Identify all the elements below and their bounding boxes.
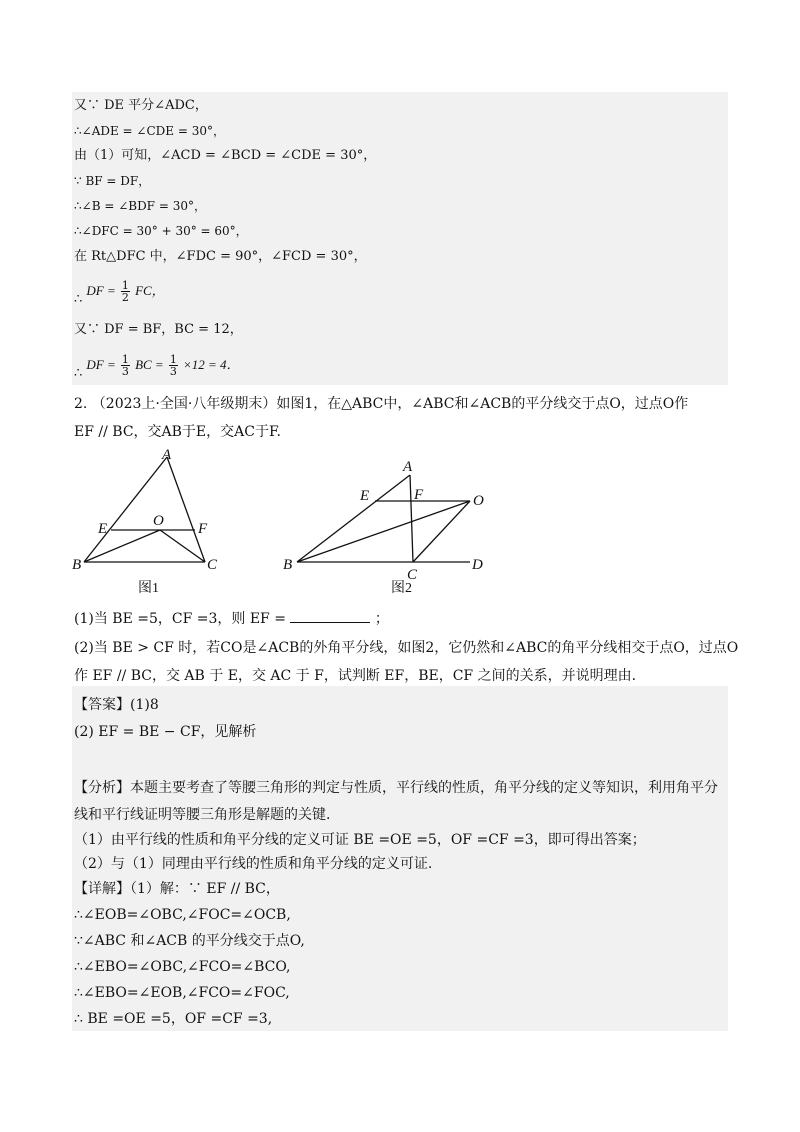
fraction-numerator: 1 xyxy=(169,353,177,366)
figure-2 xyxy=(297,475,470,562)
fraction-denominator: 3 xyxy=(121,365,129,378)
fraction2-lhs: DF = xyxy=(86,357,116,372)
question-2-line-1: (2)当 BE > CF 时，若CO是∠ACB的外角平分线，如图2，它仍然和∠ABC的角平分线相交于点O，过点O xyxy=(74,640,739,656)
solution-line-1: 又∵ DE 平分∠ADC， xyxy=(74,98,208,113)
solution-line-6: ∴∠DFC = 30° + 30° = 60°， xyxy=(74,224,248,238)
fig2-label-e: E xyxy=(360,488,370,504)
fraction2-mid: BC = xyxy=(135,357,164,372)
therefore-symbol-2: ∴ xyxy=(74,366,83,381)
fig2-label-c: C xyxy=(407,567,418,583)
fig2-label-o: O xyxy=(473,493,484,509)
fig1-label-f: F xyxy=(198,521,208,537)
solution-line-4: ∵ BF = DF， xyxy=(74,174,151,188)
fig1-label-e: E xyxy=(98,521,108,537)
solution-line-7: 在 Rt△DFC 中，∠FDC = 90°，∠FCD = 30°， xyxy=(74,249,367,264)
fraction-denominator: 2 xyxy=(121,291,129,304)
solution-line-2: ∴∠ADE = ∠CDE = 30°， xyxy=(74,124,225,138)
detail-line-2: ∴∠EOB=∠OBC,∠FOC=∠OCB, xyxy=(74,907,291,923)
analysis-line-4: （2）与（1）同理由平行线的性质和角平分线的定义可证. xyxy=(74,856,433,872)
fig2-side-ac xyxy=(410,475,413,562)
fig1-segment-bo xyxy=(84,530,160,562)
detail-line-3: ∵∠ABC 和∠ACB 的平分线交于点O, xyxy=(74,933,305,949)
solution-line-5: ∴∠B = ∠BDF = 30°， xyxy=(74,199,206,213)
fraction-line-2 xyxy=(74,352,240,379)
fraction-lhs: DF = xyxy=(86,283,116,298)
fraction-numerator: 1 xyxy=(121,279,129,292)
fig1-label-a: A xyxy=(162,447,172,463)
fig2-label-b: B xyxy=(283,557,293,573)
fig2-label-f: F xyxy=(414,487,424,503)
fig1-caption: 图1 xyxy=(138,581,159,596)
fig1-label-c: C xyxy=(207,557,218,573)
fig2-segment-co xyxy=(413,501,470,562)
question-1 xyxy=(74,610,389,627)
detail-line-5: ∴∠EBO=∠EOB,∠FCO=∠FOC, xyxy=(74,985,290,1001)
fraction-half xyxy=(121,280,130,303)
detail-line-6: ∴ BE =OE =5，OF =CF =3, xyxy=(74,1011,273,1027)
question-1-text: (1)当 BE =5，CF =3，则 EF = xyxy=(74,611,286,627)
therefore-symbol: ∴ xyxy=(74,292,83,307)
fraction-rhs: FC， xyxy=(135,283,165,298)
question-1-suffix: ； xyxy=(374,611,389,627)
answer-line-2: (2) EF = BE − CF，见解析 xyxy=(74,724,257,740)
detail-line-4: ∴∠EBO=∠OBC,∠FCO=∠BCO, xyxy=(74,959,291,975)
question-2-line-2: 作 EF // BC，交 AB 于 E，交 AC 于 F，试判断 EF，BE，CF 之间的关系，并说明理由. xyxy=(74,668,637,684)
problem-line-1: 2. （2023上·全国·八年级期末）如图1，在△ABC中，∠ABC和∠ACB的平分线交于点O，过点O作 xyxy=(74,396,689,412)
analysis-line-2: 线和平行线证明等腰三角形是解题的关键. xyxy=(74,807,331,823)
fig2-label-d: D xyxy=(472,557,483,573)
solution-line-again: 又∵ DF = BF，BC = 12， xyxy=(74,322,243,337)
fig1-side-ab xyxy=(84,457,167,562)
analysis-line-3: （1）由平行线的性质和角平分线的定义可证 BE =OE =5，OF =CF =3，即可得出答案； xyxy=(74,832,646,848)
geometry-figures xyxy=(0,445,800,605)
fraction-line-1 xyxy=(74,278,165,305)
analysis-line-1: 【分析】本题主要考查了等腰三角形的判定与性质，平行线的性质，角平分线的定义等知识，利用角平分 xyxy=(74,780,718,796)
detail-line-1: 【详解】（1）解：∵ EF // BC， xyxy=(74,881,280,897)
fraction-numerator: 1 xyxy=(121,353,129,366)
solution-line-3: 由（1）可知，∠ACD = ∠BCD = ∠CDE = 30°， xyxy=(74,148,377,163)
fig1-label-o: O xyxy=(153,513,164,529)
fraction-third-1 xyxy=(121,354,130,377)
fraction-third-2 xyxy=(169,354,178,377)
fraction2-rhs: ×12 = 4． xyxy=(182,357,240,372)
fig1-side-ac xyxy=(167,457,205,562)
fig2-caption: 图2 xyxy=(391,581,412,596)
fig2-label-a: A xyxy=(403,459,413,475)
answer-blank xyxy=(290,610,370,623)
fig2-side-ab xyxy=(297,475,410,562)
fig1-label-b: B xyxy=(72,557,82,573)
figure-1 xyxy=(84,457,205,562)
answer-line-1: 【答案】(1)8 xyxy=(74,697,159,713)
fraction-denominator: 3 xyxy=(169,365,177,378)
problem-line-2: EF // BC，交AB于E，交AC于F. xyxy=(74,424,281,440)
fig2-segment-bo xyxy=(297,501,470,562)
